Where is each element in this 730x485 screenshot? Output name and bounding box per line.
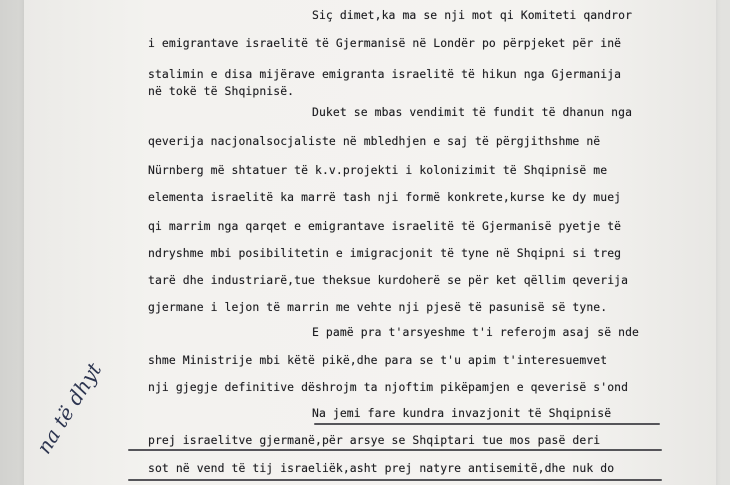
text-line: Nürnberg më shtatuer të k.v.projekti i kolonizimit të Shqipnisë me bbox=[148, 163, 608, 177]
underline bbox=[128, 449, 662, 451]
text-line: sot në vend të tij israeliëk,asht prej natyre antisemitë,dhe nuk do bbox=[148, 461, 615, 475]
text-line: nji gjegje definitive dëshrojm ta njoftim pikëpamjen e qeverisë s'ond bbox=[148, 380, 629, 394]
text-line: stalimin e disa mijërave emigranta israelitë të hikun nga Gjermanija bbox=[148, 67, 622, 81]
typewritten-page bbox=[24, 0, 716, 485]
text-line: Duket se mbas vendimit të fundit të dhanun nga bbox=[312, 105, 633, 119]
text-line: Siç dimet,ka ma se nji mot qi Komiteti qandror bbox=[312, 8, 633, 22]
text-line: elementa israelitë ka marrë tash nji formë konkrete,kurse ke dy muej bbox=[148, 190, 622, 204]
text-line: E pamë pra t'arsyeshme t'i referojm asaj së nde bbox=[312, 325, 640, 339]
text-line: ndryshme mbi posibilitetin e imigracjonit të tyne në Shqipni si treg bbox=[148, 246, 622, 260]
text-line: shme Ministrije mbi këtë pikë,dhe para se t'u apim t'interesuemvet bbox=[148, 353, 608, 367]
handwritten-note: na të dhyt bbox=[31, 358, 107, 458]
text-line: qeverija nacjonalsocjaliste në mbledhjen e saj të përgjithshme në bbox=[148, 134, 601, 148]
text-line: Na jemi fare kundra invazjonit të Shqipnisë bbox=[312, 406, 612, 420]
text-line: tarë dhe industriarë,tue theksue kurdoherë se për ket qëllim qeverija bbox=[148, 273, 629, 287]
text-line: prej israelitve gjermanë,për arsye se Shqiptari tue mos pasë deri bbox=[148, 433, 601, 447]
text-line: gjermane i lejon të marrin me vehte nji pjesë të pasunisë së tyne. bbox=[148, 300, 608, 314]
text-line: në tokë të Shqipnisë. bbox=[148, 84, 295, 98]
underline bbox=[314, 423, 660, 425]
text-line: i emigrantave israelitë të Gjermanisë në Londër po përpjeket për inë bbox=[148, 36, 622, 50]
underline bbox=[128, 479, 662, 481]
text-line: qi marrim nga qarqet e emigrantave israelitë të Gjermanisë pyetje të bbox=[148, 219, 622, 233]
